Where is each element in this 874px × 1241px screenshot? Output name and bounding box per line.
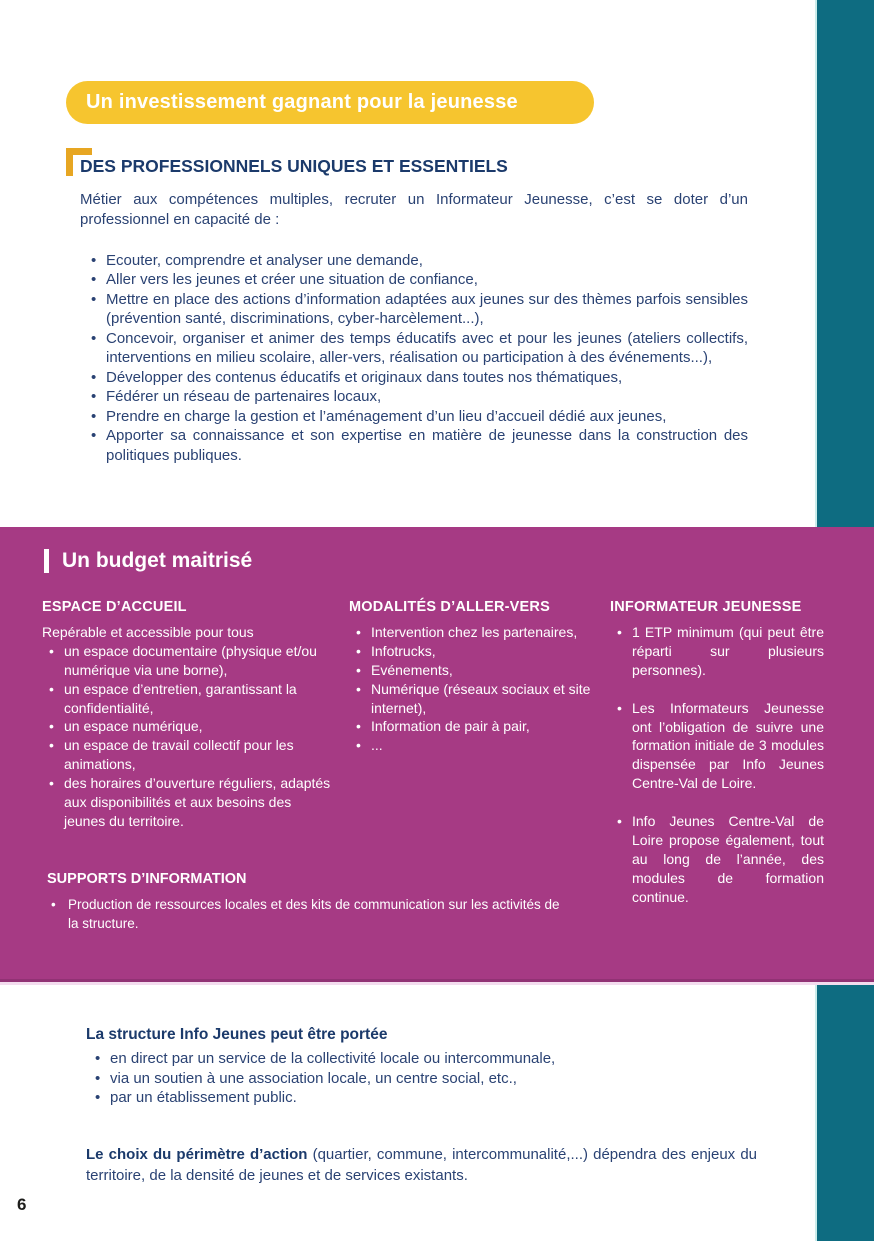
budget-title [44,549,252,573]
structure-bullet-list [86,1049,758,1108]
column-bullet-list [610,623,824,907]
column-informateur-jeunesse [610,599,824,926]
subsection-supports-information [47,871,587,934]
list-item: • Evénements, [349,661,595,680]
list-item: • Info Jeunes Centre-Val de Loire propose également, tout au long de l’année, des modules de formation continue. [610,812,824,906]
list-item: • un espace de travail collectif pour les animations, [42,736,334,774]
banner-title: Un investissement gagnant pour la jeunesse [86,91,518,113]
list-item: • par un établissement public. [86,1088,758,1108]
list-item: • un espace documentaire (physique et/ou numérique via une borne), [42,642,334,680]
section-structure-portage [86,1026,758,1108]
section-heading: DES PROFESSIONNELS UNIQUES ET ESSENTIELS [80,156,508,176]
perimetre-rest: (quartier, commune, intercommunalité,...) dépendra des enjeux du territoire, de la densité de jeunes et de services existants. [86,1146,758,1184]
list-item: • Production de ressources locales et des kits de communication sur les activités de la structure. [47,896,572,934]
supports-heading: SUPPORTS D’INFORMATION [47,871,247,887]
list-item: • en direct par un service de la collectivité locale ou intercommunale, [86,1049,758,1069]
column-heading: ESPACE D’ACCUEIL [42,599,187,615]
list-item: • 1 ETP minimum (qui peut être réparti sur plusieurs personnes). [610,623,824,680]
list-item: • Développer des contenus éducatifs et originaux dans toutes nos thématiques, [80,368,748,388]
column-heading: MODALITÉS D’ALLER-VERS [349,599,550,615]
list-item: • Intervention chez les partenaires, [349,623,595,642]
banner-pill [66,81,594,124]
paragraph-perimetre-action [86,1145,757,1186]
budget-title-text: Un budget maitrisé [62,549,253,572]
list-item: • Apporter sa connaissance et son expertise en matière de jeunesse dans la construction des politiques publiques. [80,426,748,465]
list-item: • un espace numérique, [42,717,334,736]
list-item: • Aller vers les jeunes et créer une situation de confiance, [80,270,748,290]
column-intro: Repérable et accessible pour tous [42,624,254,640]
column-heading: INFORMATEUR JEUNESSE [610,599,802,615]
title-bar-decoration [44,549,49,573]
structure-heading: La structure Info Jeunes peut être portée [86,1026,388,1043]
section-budget-band [0,527,874,985]
list-item: • Les Informateurs Jeunesse ont l’obligation de suivre une formation initiale de 3 modules dispensée par Info Jeunes Centre-Val de Loire. [610,699,824,793]
section-intro: Métier aux compétences multiples, recruter un Informateur Jeunesse, c’est se doter d’un professionnel en capacité de : [80,191,748,228]
column-bullet-list [42,642,334,831]
page-number: 6 [17,1195,27,1214]
column-bullet-list [349,623,595,755]
list-item: • Prendre en charge la gestion et l’aménagement d’un lieu d’accueil dédié aux jeunes, [80,407,748,427]
list-item: • Concevoir, organiser et animer des temps éducatifs avec et pour les jeunes (ateliers collectifs, interventions en milieu scolaire, aller-vers, réalisation ou participation à des événements...), [80,329,748,368]
supports-bullet-list [47,896,572,934]
perimetre-bold-lead: Le choix du périmètre d’action [86,1146,308,1163]
list-item: • Ecouter, comprendre et analyser une demande, [80,251,748,271]
professionals-bullet-list [80,251,748,466]
list-item: • Infotrucks, [349,642,595,661]
list-item: • un espace d’entretien, garantissant la confidentialité, [42,680,334,718]
list-item: • Information de pair à pair, [349,717,595,736]
section-professionnels [66,141,750,465]
list-item: • Mettre en place des actions d’information adaptées aux jeunes sur des thèmes parfois sensibles (prévention santé, discriminations, cyber-harcèlement...), [80,290,748,329]
list-item: • Numérique (réseaux sociaux et site internet), [349,680,595,718]
list-item: • via un soutien à une association locale, un centre social, etc., [86,1069,758,1089]
list-item: • Fédérer un réseau de partenaires locaux, [80,387,748,407]
list-item: • des horaires d’ouverture réguliers, adaptés aux disponibilités et aux besoins des jeunes du territoire. [42,774,334,831]
corner-bracket-decoration [66,148,92,176]
list-item: • ... [349,736,595,755]
